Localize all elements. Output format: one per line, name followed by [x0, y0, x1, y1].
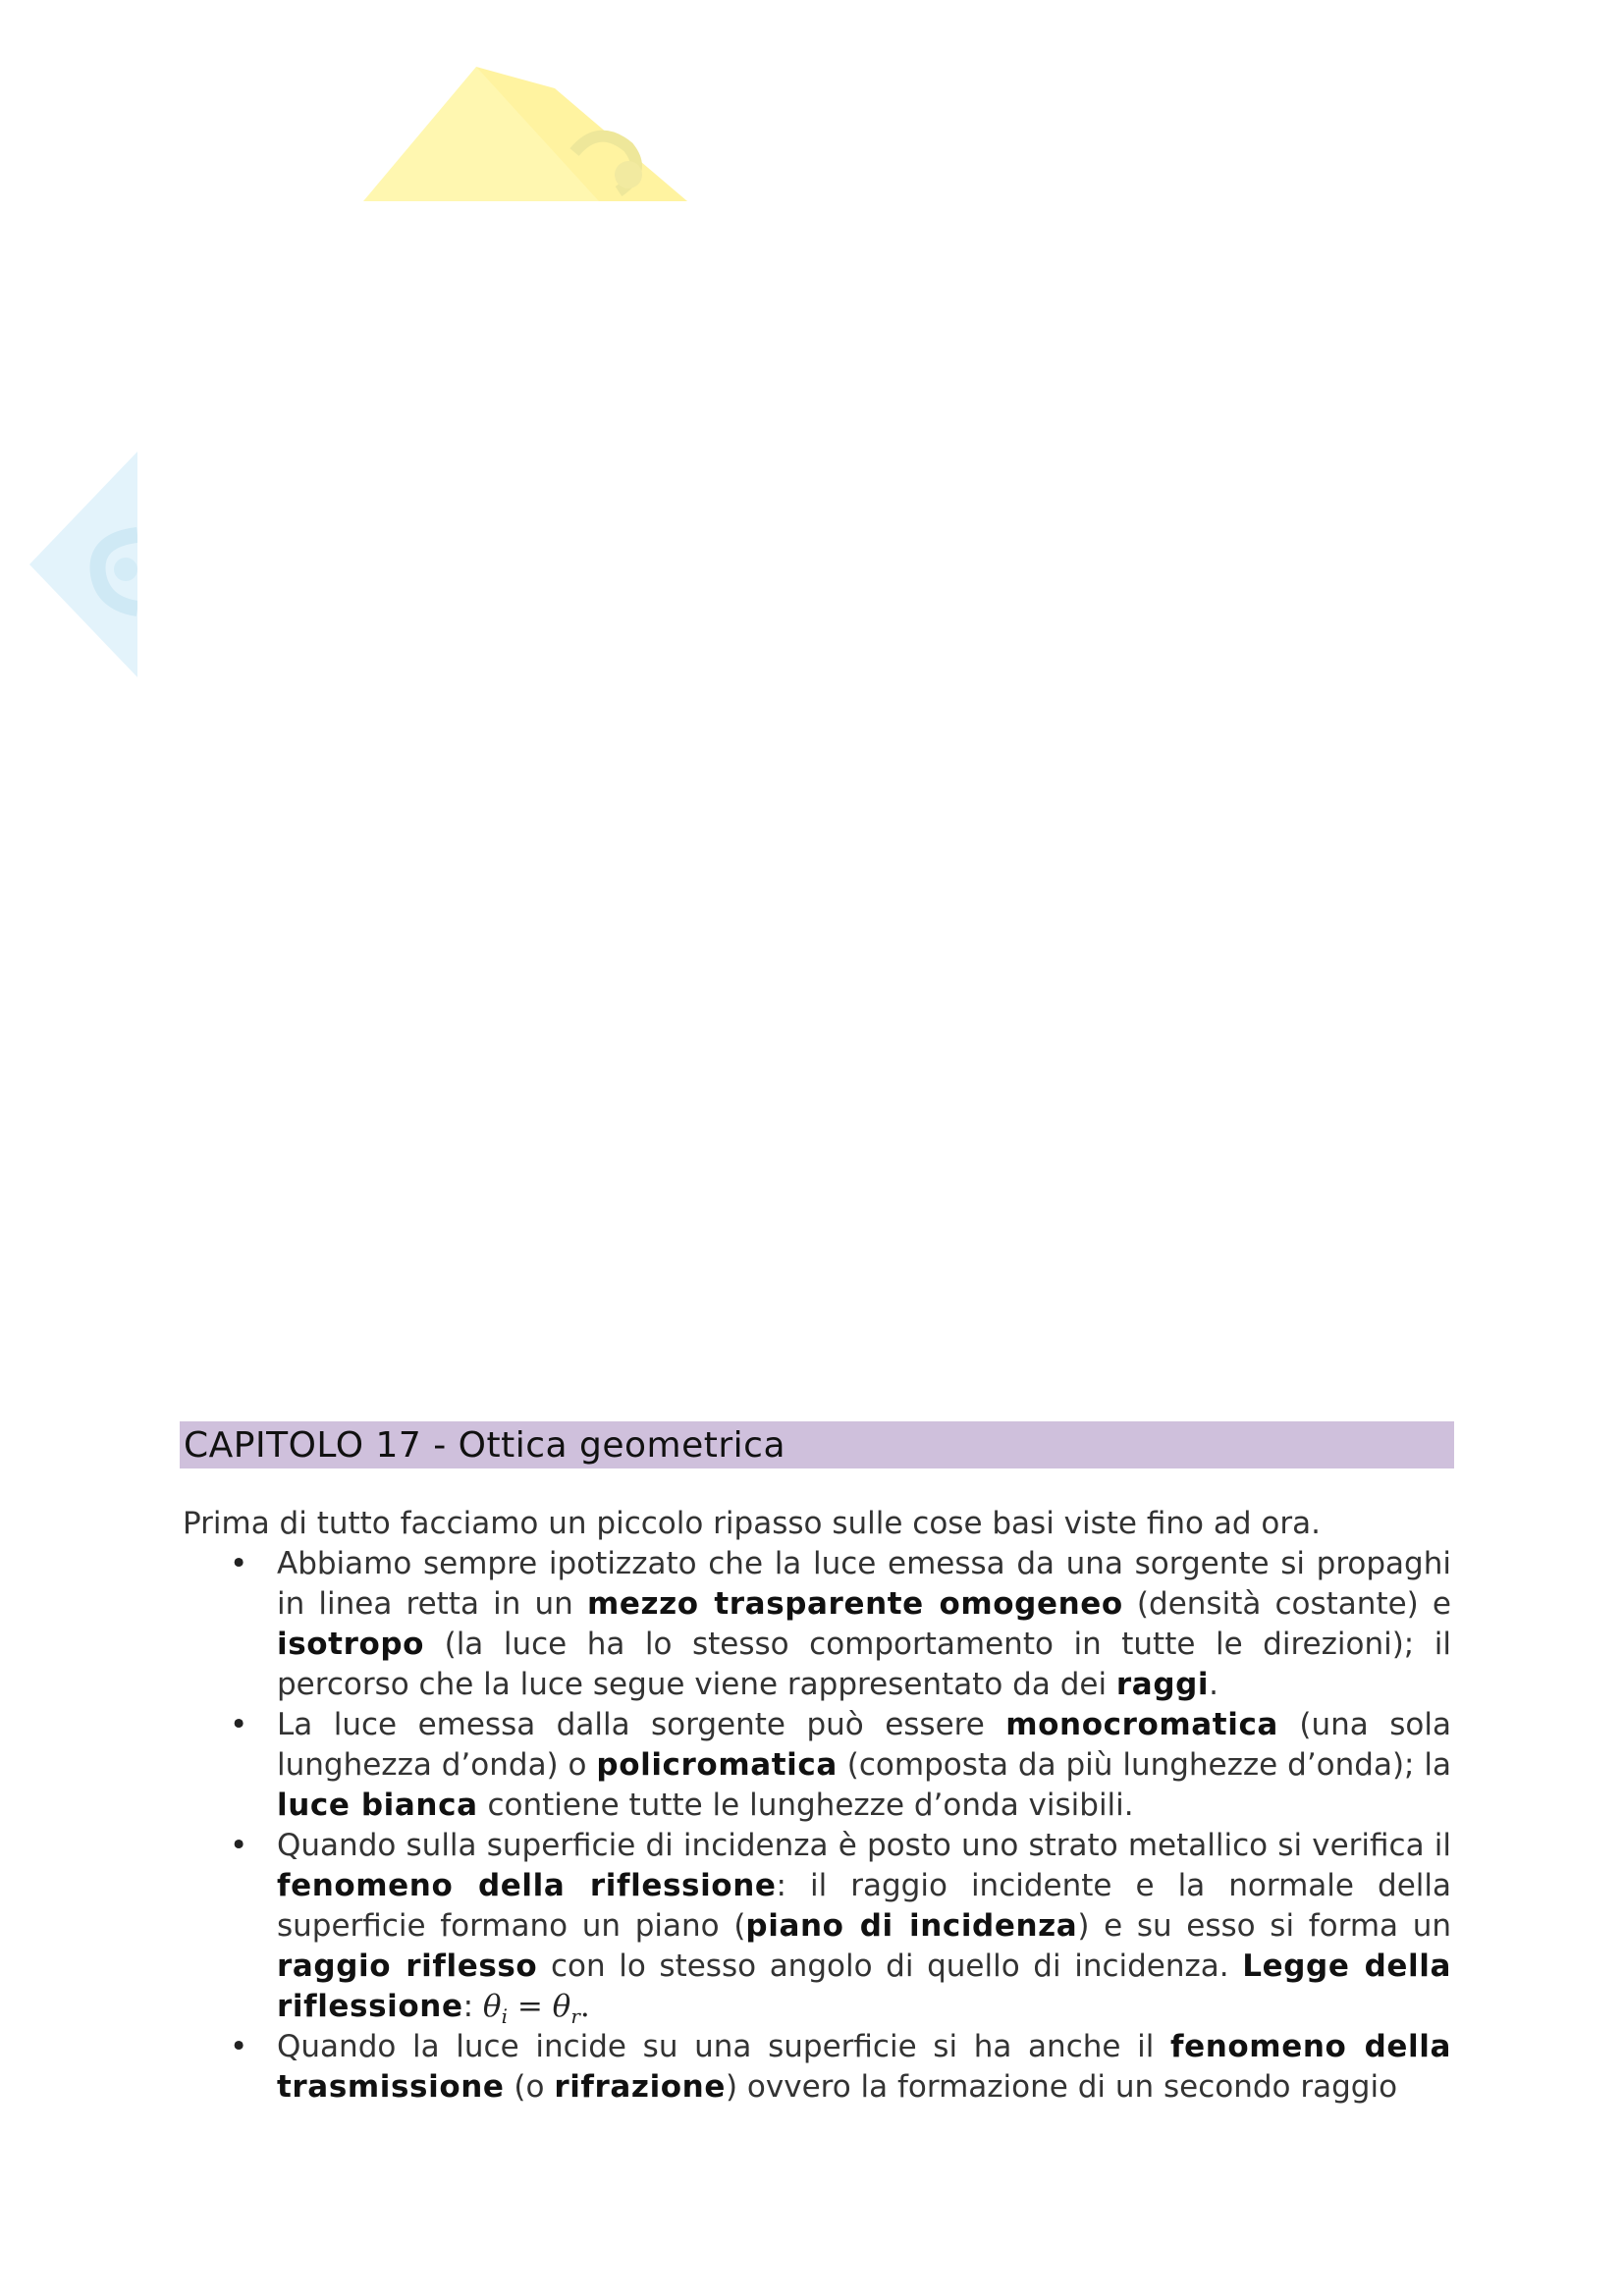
bold-term: raggi: [1115, 1667, 1210, 1702]
chapter-body: [183, 1504, 1451, 2108]
bullet-dot: •: [230, 1707, 248, 1742]
watermark-logo-left: [29, 452, 137, 677]
reflection-law-formula: $\theta_i = \theta_r$.: [482, 1989, 590, 2029]
bullet-list: [183, 1544, 1451, 2108]
bold-term: fenomeno della trasmissione: [277, 2029, 1451, 2105]
bullet-item: • Quando la luce incide su una superficie si ha anche il fenomeno della trasmissione (o rifrazione) ovvero la formazione di un secondo raggio: [230, 2029, 1451, 2105]
bold-term: rifrazione: [554, 2069, 726, 2105]
bullet-dot: •: [230, 1546, 248, 1581]
bullet-dot: •: [230, 1828, 248, 1863]
watermark-logo-top: [363, 59, 697, 201]
bold-term: mezzo trasparente omogeneo: [586, 1586, 1123, 1622]
bullet-item: • Quando sulla superficie di incidenza è posto uno strato metallico si verifica il fenomeno della riflessione: il raggio incidente e la normale della superficie formano un piano (piano di incidenza) e su esso si forma un raggio riflesso con lo stesso angolo di quello di incidenza. Legge della riflessione: $\theta_i = \theta_r$.: [230, 1828, 1451, 2029]
bullet-item: • Abbiamo sempre ipotizzato che la luce emessa da una sorgente si propaghi in linea retta in un mezzo trasparente omogeneo (densità costante) e isotropo (la luce ha lo stesso comportamento in tutte le direzioni); il percorso che la luce segue viene rappresentato da dei raggi.: [230, 1546, 1451, 1702]
bullet-item: • La luce emessa dalla sorgente può essere monocromatica (una sola lunghezza d’onda) o policromatica (composta da più lunghezze d’onda); la luce bianca contiene tutte le lunghezze d’onda visibili.: [230, 1707, 1452, 1823]
chapter-heading-bar: [180, 1421, 1454, 1468]
intro-paragraph: Prima di tutto facciamo un piccolo ripasso sulle cose basi viste fino ad ora.: [183, 1506, 1321, 1541]
bold-term: raggio riflesso: [277, 1949, 538, 1984]
bullet-dot: •: [230, 2029, 248, 2064]
chapter-heading: CAPITOLO 17 - Ottica geometrica: [184, 1424, 786, 1466]
bold-term: piano di incidenza: [745, 1908, 1078, 1944]
bold-term: monocromatica: [1005, 1707, 1278, 1742]
bold-term: policromatica: [596, 1747, 838, 1783]
bold-term: Legge della riflessione: [277, 1949, 1451, 2024]
bold-term: fenomeno della riflessione: [277, 1868, 777, 1903]
bold-term: isotropo: [277, 1627, 425, 1662]
bold-term: luce bianca: [277, 1788, 478, 1823]
